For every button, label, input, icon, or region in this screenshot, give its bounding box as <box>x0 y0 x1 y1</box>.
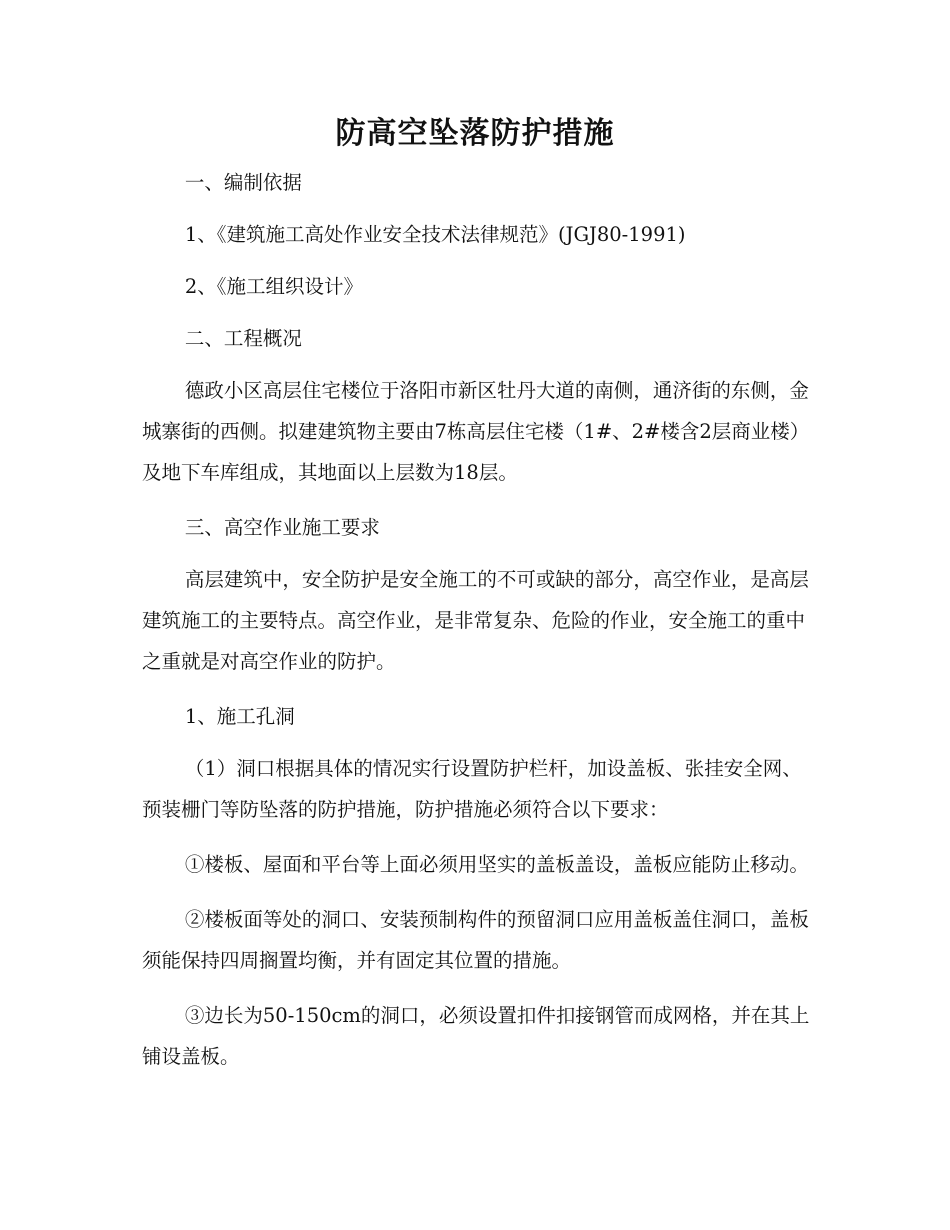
section-heading-overview: 二、工程概况 <box>184 327 302 350</box>
basis-item-2: 2、《施工组织设计》 <box>184 275 364 298</box>
basis-item-1: 1、《建筑施工高处作业安全技术法律规范》(JGJ80-1991) <box>184 223 686 246</box>
openings-item-3: ③边长为50-150cm的洞口，必须设置扣件扣接钢管而成网格，并在其上铺设盖板。 <box>142 1004 810 1068</box>
openings-paragraph-1: （1）洞口根据具体的情况实行设置防护栏杆，加设盖板、张挂安全网、预装栅门等防坠落的防护措施，防护措施必须符合以下要求： <box>142 757 802 821</box>
section-heading-basis: 一、编制依据 <box>184 171 302 194</box>
document-title: 防高空坠落防护措施 <box>335 116 615 151</box>
subsection-heading-openings: 1、施工孔洞 <box>184 705 295 728</box>
requirements-paragraph: 高层建筑中，安全防护是安全施工的不可或缺的部分，高空作业，是高层建筑施工的主要特点。高空作业，是非常复杂、危险的作业，安全施工的重中之重就是对高空作业的防护。 <box>142 568 809 673</box>
section-heading-requirements: 三、高空作业施工要求 <box>184 516 380 539</box>
openings-item-1: ①楼板、屋面和平台等上面必须用坚实的盖板盖设，盖板应能防止移动。 <box>184 853 809 876</box>
document-body <box>142 162 810 1091</box>
overview-paragraph: 德政小区高层住宅楼位于洛阳市新区牡丹大道的南侧，通济街的东侧，金城寨街的西侧。拟建建筑物主要由7栋高层住宅楼（1#、2#楼含2层商业楼）及地下车库组成，其地面以上层数为18层。 <box>142 379 810 484</box>
openings-item-2: ②楼板面等处的洞口、安装预制构件的预留洞口应用盖板盖住洞口，盖板须能保持四周搁置均衡，并有固定其位置的措施。 <box>142 908 809 972</box>
